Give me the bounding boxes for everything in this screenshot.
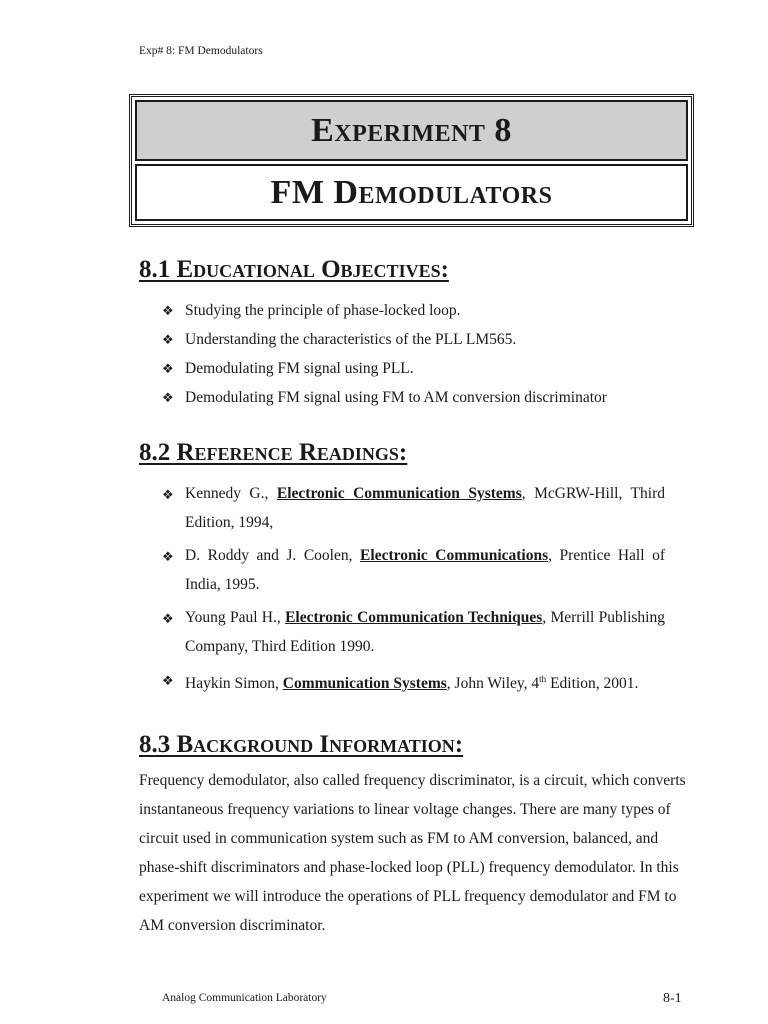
diamond-bullet-icon: ❖ [162,361,174,376]
diamond-bullet-icon: ❖ [162,390,174,405]
objective-text: Studying the principle of phase-locked loop. [185,302,461,319]
references-heading: 8.2 Reference Readings: [139,439,408,466]
list-item [162,296,607,325]
objective-text: Demodulating FM signal using FM to AM conversion discriminator [185,389,607,406]
reference-details: , John Wiley, 4 [446,675,540,693]
reference-title: Electronic Communication Techniques [285,609,543,626]
reference-details: , McGRW-Hill, Third Edition, 1994, [185,485,665,531]
background-heading: 8.3 Background Information: [139,731,464,758]
diamond-bullet-icon: ❖ [162,673,174,688]
list-item [162,603,665,661]
experiment-subject: FM Demodulators [135,164,688,221]
reference-details: , Merrill Publishing Company, Third Edition 1990. [185,609,665,655]
diamond-bullet-icon: ❖ [162,487,174,502]
diamond-bullet-icon: ❖ [162,303,174,318]
list-item [162,541,665,599]
list-item [162,665,665,698]
list-item [162,354,607,383]
reference-authors: Haykin Simon, [185,675,283,693]
diamond-bullet-icon: ❖ [162,549,174,564]
background-paragraph: Frequency demodulator, also called frequency discriminator, is a circuit, which converts instantaneous frequency variations to linear voltage changes. There are many types of circuit used in communication system such as FM to AM conversion, balanced, and phase-shift discriminators and phase-locked loop (PLL) frequency demodulator. In this experiment we will introduce the operations of PLL frequency demodulator and FM to AM conversion discriminator. [139,772,686,934]
reference-title: Electronic Communications [360,547,549,564]
list-item [162,479,665,537]
reference-authors: D. Roddy and J. Coolen, [185,547,361,564]
references-list [162,479,665,698]
page-number: 8-1 [663,991,682,1006]
ordinal-suffix: th [539,674,547,684]
experiment-title: Experiment 8 [135,100,688,161]
reference-details: Edition, 2001. [546,675,639,693]
reference-authors: Kennedy G., [185,485,277,502]
objectives-list [162,296,607,412]
diamond-bullet-icon: ❖ [162,332,174,347]
reference-title: Electronic Communication Systems [276,485,522,502]
reference-details: , Prentice Hall of India, 1995. [185,547,665,593]
objective-text: Understanding the characteristics of the PLL LM565. [185,331,517,348]
running-header: Exp# 8: FM Demodulators [139,45,263,57]
footer-lab-name: Analog Communication Laboratory [162,992,327,1004]
reference-authors: Young Paul H., [185,609,286,626]
title-box [129,94,694,227]
reference-title: Communication Systems [282,675,447,693]
objective-text: Demodulating FM signal using PLL. [185,360,414,377]
diamond-bullet-icon: ❖ [162,611,174,626]
list-item [162,325,607,354]
objectives-heading: 8.1 Educational Objectives: [139,256,449,283]
list-item [162,383,607,412]
